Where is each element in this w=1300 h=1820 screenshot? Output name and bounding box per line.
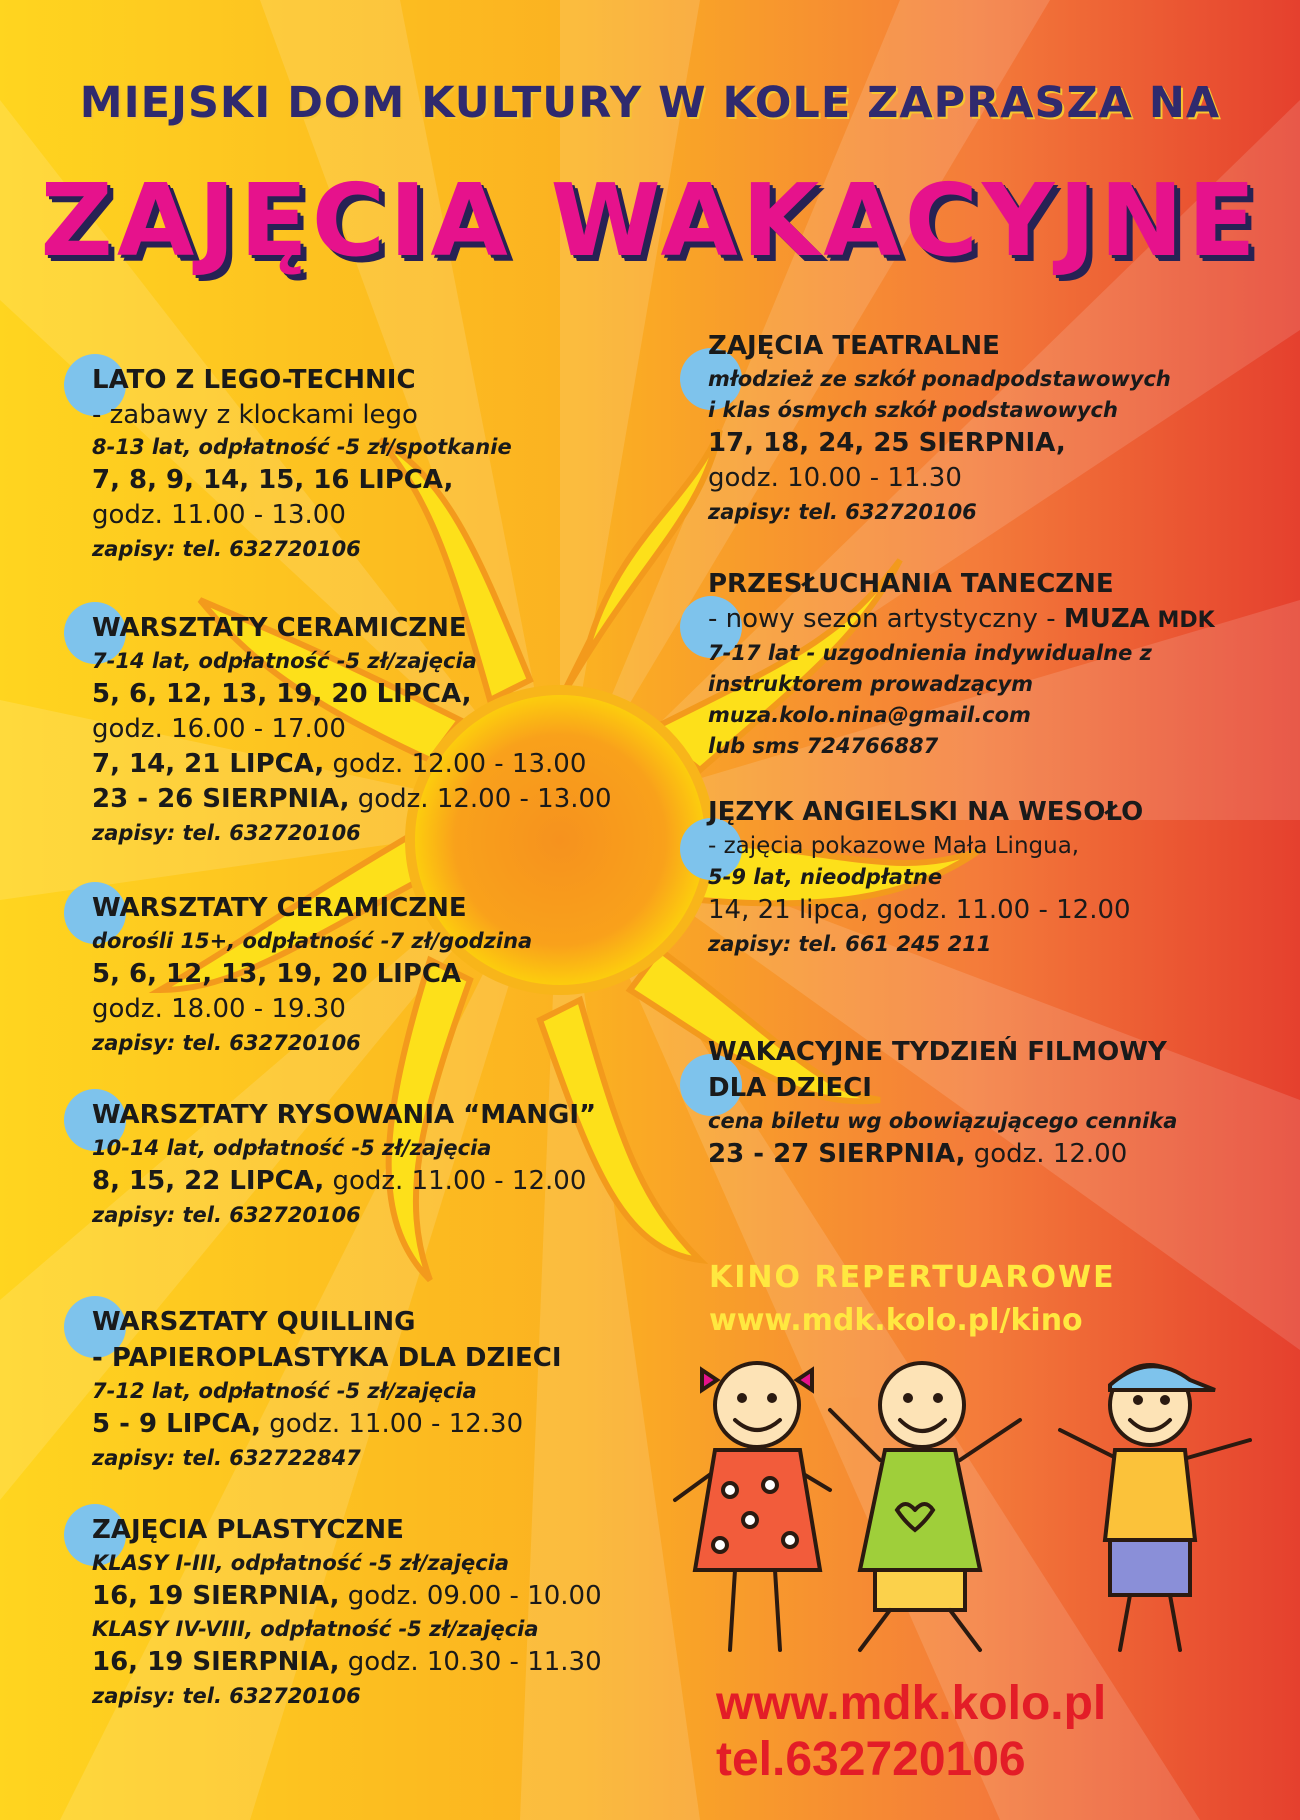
block-quilling bbox=[92, 1304, 562, 1475]
block-info-2: i klas ósmych szkół podstawowych bbox=[708, 398, 1118, 422]
block-info: 10-14 lat, odpłatność -5 zł/zajęcia bbox=[92, 1136, 492, 1160]
block-title-2: DLA DZIECI bbox=[708, 1073, 872, 1103]
block-title: WARSZTATY CERAMICZNE bbox=[92, 613, 467, 643]
block-dates: 5, 6, 12, 13, 19, 20 LIPCA bbox=[92, 959, 462, 989]
block-ceramika-1 bbox=[92, 610, 612, 850]
block-info-2: instruktorem prowadzącym bbox=[708, 672, 1034, 696]
footer-phone: tel.632720106 bbox=[716, 1733, 1026, 1786]
block-info-1: 7-17 lat - uzgodnienia indywidualne z bbox=[708, 641, 1152, 665]
block-info: cena biletu wg obowiązującego cennika bbox=[708, 1109, 1178, 1133]
block-title: ZAJĘCIA TEATRALNE bbox=[708, 331, 1000, 361]
kino-url[interactable]: www.mdk.kolo.pl/kino bbox=[709, 1303, 1083, 1338]
block-zapisy: zapisy: tel. 632720106 bbox=[92, 1031, 361, 1055]
block-zapisy: zapisy: tel. 632720106 bbox=[92, 537, 361, 561]
block-subtitle: - nowy sezon artystyczny - MUZA MDK bbox=[708, 604, 1215, 634]
block-info: 8-13 lat, odpłatność -5 zł/spotkanie bbox=[92, 435, 512, 459]
block-title: JĘZYK ANGIELSKI NA WESOŁO bbox=[708, 797, 1144, 827]
block-hours: godz. 16.00 - 17.00 bbox=[92, 714, 346, 744]
block-dates: 7, 8, 9, 14, 15, 16 LIPCA, bbox=[92, 465, 454, 495]
block-info: 7-12 lat, odpłatność -5 zł/zajęcia bbox=[92, 1379, 477, 1403]
block-dates-2: 7, 14, 21 LIPCA, godz. 12.00 - 13.00 bbox=[92, 749, 587, 779]
block-teatr bbox=[708, 328, 1171, 529]
block-taniec bbox=[708, 566, 1215, 762]
block-info: dorośli 15+, odpłatność -7 zł/godzina bbox=[92, 929, 533, 953]
block-zapisy: zapisy: tel. 632720106 bbox=[708, 500, 977, 524]
block-subtitle: - zajęcia pokazowe Mała Lingua, bbox=[708, 833, 1080, 859]
block-info: 7-14 lat, odpłatność -5 zł/zajęcia bbox=[92, 649, 477, 673]
block-dates: 23 - 27 SIERPNIA, godz. 12.00 bbox=[708, 1139, 1128, 1169]
header-line: MIEJSKI DOM KULTURY W KOLE ZAPRASZA NA bbox=[79, 78, 1221, 128]
block-dates-3: 23 - 26 SIERPNIA, godz. 12.00 - 13.00 bbox=[92, 784, 612, 814]
block-ceramika-2 bbox=[92, 890, 532, 1060]
footer-website[interactable]: www.mdk.kolo.pl bbox=[716, 1677, 1107, 1730]
block-title: LATO Z LEGO-TECHNIC bbox=[92, 365, 416, 395]
block-subtitle: - zabawy z klockami lego bbox=[92, 400, 418, 430]
main-title: ZAJĘCIA WAKACYJNE bbox=[40, 162, 1260, 279]
block-dates: 17, 18, 24, 25 SIERPNIA, bbox=[708, 428, 1066, 458]
block-zapisy: zapisy: tel. 632720106 bbox=[92, 821, 361, 845]
block-hours: godz. 11.00 - 13.00 bbox=[92, 500, 346, 530]
middle-child-figure bbox=[830, 1363, 1020, 1650]
block-email: muza.kolo.nina@gmail.com bbox=[708, 703, 1031, 727]
kino-label: KINO REPERTUAROWE bbox=[709, 1260, 1116, 1295]
girl-figure bbox=[675, 1363, 830, 1650]
block-zapisy: zapisy: tel. 632720106 bbox=[92, 1684, 361, 1708]
children-illustration bbox=[660, 1360, 1280, 1660]
block-info-1: młodzież ze szkół ponadpodstawowych bbox=[708, 367, 1171, 391]
block-title: WARSZTATY QUILLING bbox=[92, 1307, 416, 1337]
block-info-1: KLASY I-III, odpłatność -5 zł/zajęcia bbox=[92, 1551, 510, 1575]
block-film bbox=[708, 1034, 1177, 1172]
block-dates: 8, 15, 22 LIPCA, godz. 11.00 - 12.00 bbox=[92, 1166, 587, 1196]
block-hours: godz. 10.00 - 11.30 bbox=[708, 463, 962, 493]
block-lego bbox=[92, 362, 512, 566]
block-title: WAKACYJNE TYDZIEŃ FILMOWY bbox=[708, 1037, 1167, 1067]
block-angielski bbox=[708, 794, 1143, 961]
block-hours: godz. 18.00 - 19.30 bbox=[92, 994, 346, 1024]
block-mangi bbox=[92, 1097, 596, 1232]
block-dates-1: 16, 19 SIERPNIA, godz. 09.00 - 10.00 bbox=[92, 1581, 602, 1611]
block-sms: lub sms 724766887 bbox=[708, 734, 939, 758]
block-title: WARSZTATY RYSOWANIA “MANGI” bbox=[92, 1100, 597, 1130]
boy-figure bbox=[1060, 1365, 1250, 1650]
block-info-2: KLASY IV-VIII, odpłatność -5 zł/zajęcia bbox=[92, 1617, 539, 1641]
block-zapisy: zapisy: tel. 632722847 bbox=[92, 1446, 361, 1470]
block-zapisy: zapisy: tel. 632720106 bbox=[92, 1203, 361, 1227]
block-title: WARSZTATY CERAMICZNE bbox=[92, 893, 467, 923]
block-plastyczne bbox=[92, 1512, 602, 1713]
block-dates: 5, 6, 12, 13, 19, 20 LIPCA, bbox=[92, 679, 472, 709]
block-dates-2: 16, 19 SIERPNIA, godz. 10.30 - 11.30 bbox=[92, 1647, 602, 1677]
block-dates: 5 - 9 LIPCA, godz. 11.00 - 12.30 bbox=[92, 1409, 524, 1439]
block-title: PRZESŁUCHANIA TANECZNE bbox=[708, 569, 1114, 599]
block-zapisy: zapisy: tel. 661 245 211 bbox=[708, 932, 992, 956]
block-title: ZAJĘCIA PLASTYCZNE bbox=[92, 1515, 404, 1545]
block-dates: 14, 21 lipca, godz. 11.00 - 12.00 bbox=[708, 895, 1131, 925]
block-subtitle: - PAPIEROPLASTYKA DLA DZIECI bbox=[92, 1343, 562, 1373]
block-info: 5-9 lat, nieodpłatne bbox=[708, 865, 943, 889]
